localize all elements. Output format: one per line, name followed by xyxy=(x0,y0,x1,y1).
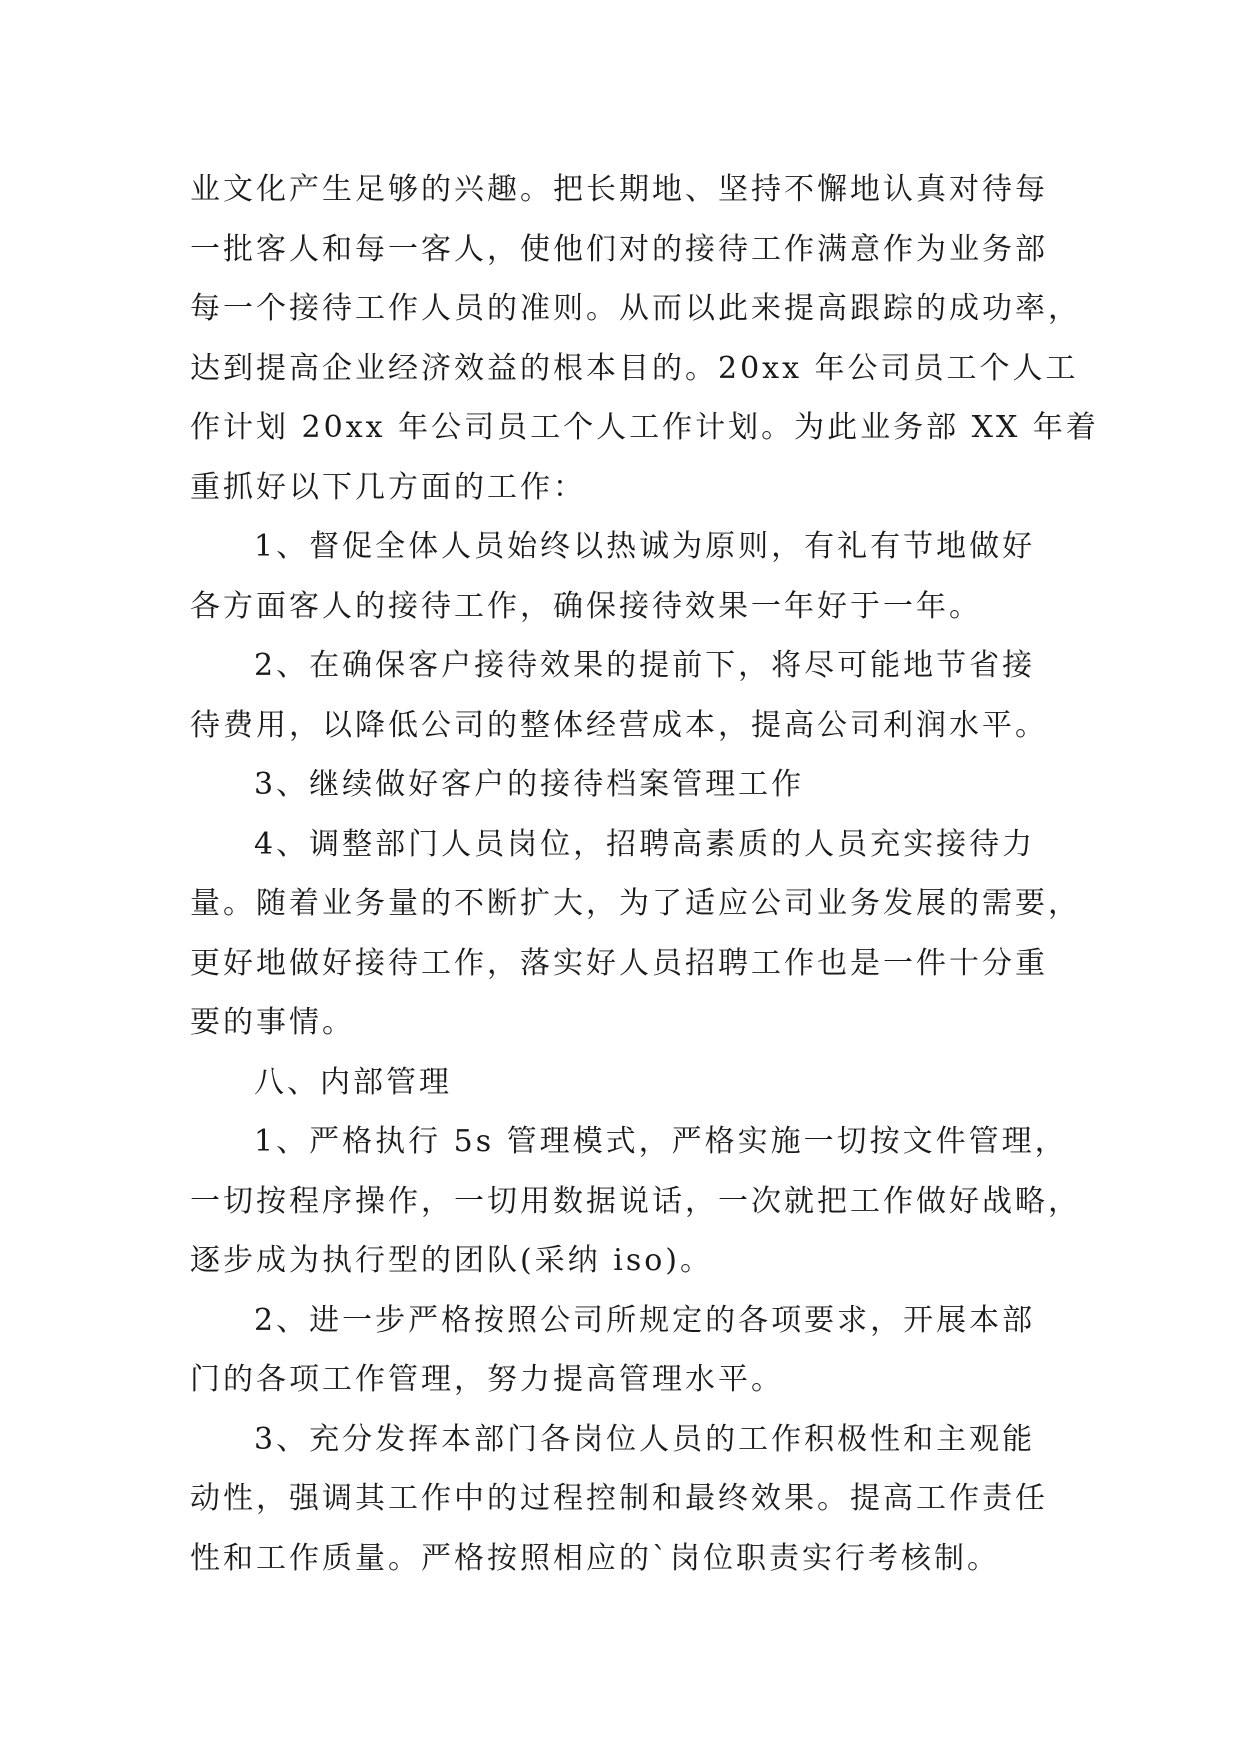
text-line: 各方面客人的接待工作，确保接待效果一年好于一年。 xyxy=(190,588,982,624)
document-body xyxy=(190,160,1099,1588)
text-line: 重抓好以下几方面的工作： xyxy=(190,469,586,505)
text-line: 1、严格执行 5s 管理模式，严格实施一切按文件管理， xyxy=(254,1124,1068,1159)
text-line: 2、进一步严格按照公司所规定的各项要求，开展本部 xyxy=(254,1302,1036,1338)
text-line: 每一个接待工作人员的准则。从而以此来提高跟踪的成功率， xyxy=(190,291,1081,326)
text-line: 动性，强调其工作中的过程控制和最终效果。提高工作责任 xyxy=(190,1481,1048,1516)
text-line: 门的各项工作管理，努力提高管理水平。 xyxy=(190,1362,784,1397)
text-line: 1、督促全体人员始终以热诚为原则，有礼有节地做好 xyxy=(254,529,1036,564)
text-line: 更好地做好接待工作，落实好人员招聘工作也是一件十分重 xyxy=(190,945,1048,981)
text-line: 量。随着业务量的不断扩大，为了适应公司业务发展的需要， xyxy=(190,886,1081,921)
text-line: 2、在确保客户接待效果的提前下，将尽可能地节省接 xyxy=(254,648,1036,683)
text-line: 达到提高企业经济效益的根本目的。20xx 年公司员工个人工 xyxy=(190,350,1079,386)
text-line: 3、充分发挥本部门各岗位人员的工作积极性和主观能 xyxy=(254,1421,1036,1457)
text-line: 逐步成为执行型的团队(采纳 iso)。 xyxy=(190,1243,713,1278)
text-line: 一切按程序操作，一切用数据说话，一次就把工作做好战略， xyxy=(190,1183,1081,1219)
text-line: 八、内部管理 xyxy=(254,1064,452,1100)
text-line: 作计划 20xx 年公司员工个人工作计划。为此业务部 XX 年着 xyxy=(190,410,1099,445)
text-line: 业文化产生足够的兴趣。把长期地、坚持不懈地认真对待每 xyxy=(190,172,1048,207)
text-line: 4、调整部门人员岗位，招聘高素质的人员充实接待力 xyxy=(254,826,1036,862)
text-line: 待费用，以降低公司的整体经营成本，提高公司利润水平。 xyxy=(190,707,1048,743)
text-line: 3、继续做好客户的接待档案管理工作 xyxy=(254,767,805,802)
text-line: 性和工作质量。严格按照相应的`岗位职责实行考核制。 xyxy=(190,1540,1000,1576)
text-line: 要的事情。 xyxy=(190,1005,355,1040)
text-line: 一批客人和每一客人，使他们对的接待工作满意作为业务部 xyxy=(190,231,1048,267)
